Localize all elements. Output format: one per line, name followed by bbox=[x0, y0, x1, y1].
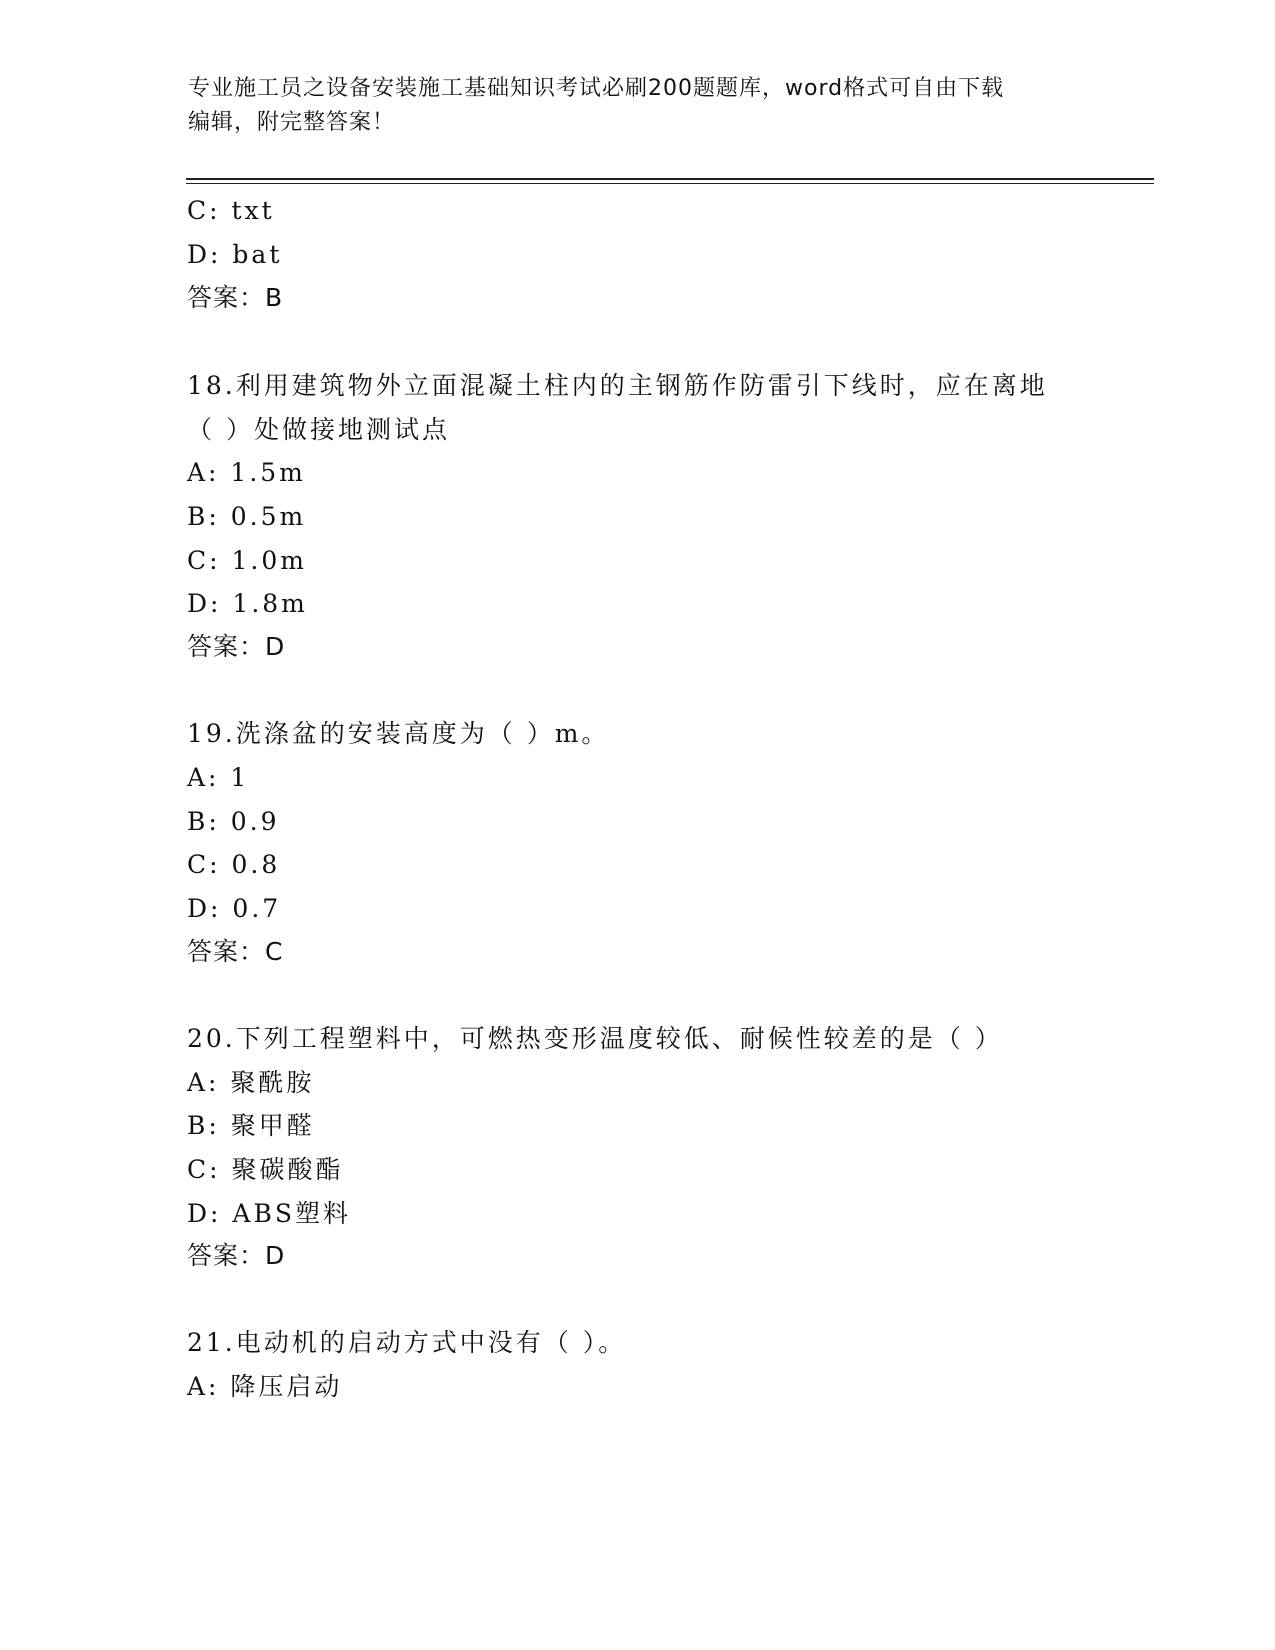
header-rule-thick bbox=[186, 178, 1154, 180]
option-c: C: txt bbox=[187, 196, 275, 225]
question-stem-continued: （ ）处做接地测试点 bbox=[187, 415, 450, 444]
answer-text: 答案：D bbox=[187, 1241, 286, 1270]
option-c: C: 0.8 bbox=[187, 850, 281, 879]
answer-text: 答案：B bbox=[187, 283, 284, 312]
question-stem: 20.下列工程塑料中，可燃热变形温度较低、耐候性较差的是（ ） bbox=[187, 1024, 1003, 1053]
document-header bbox=[188, 72, 1088, 140]
option-d: D: ABS塑料 bbox=[187, 1199, 351, 1228]
option-a: A: 降压启动 bbox=[187, 1372, 343, 1401]
option-b: B: 0.9 bbox=[187, 807, 280, 836]
option-d: D: bat bbox=[187, 240, 283, 269]
question-stem: 19.洗涤盆的安装高度为（ ）m。 bbox=[187, 719, 610, 748]
option-c: C: 1.0m bbox=[187, 546, 307, 575]
option-a: A: 1 bbox=[187, 763, 250, 792]
option-a: A: 1.5m bbox=[187, 458, 306, 487]
header-line-2: 编辑，附完整答案！ bbox=[188, 110, 396, 135]
header-line-1: 专业施工员之设备安装施工基础知识考试必刷200题题库，word格式可自由下载 bbox=[188, 76, 1005, 101]
header-rule-thin bbox=[186, 183, 1154, 184]
answer-text: 答案：C bbox=[187, 937, 284, 966]
option-b: B: 聚甲醛 bbox=[187, 1111, 315, 1140]
option-d: D: 0.7 bbox=[187, 894, 282, 923]
option-d: D: 1.8m bbox=[187, 589, 308, 618]
option-a: A: 聚酰胺 bbox=[187, 1068, 315, 1097]
option-b: B: 0.5m bbox=[187, 502, 307, 531]
option-c: C: 聚碳酸酯 bbox=[187, 1155, 344, 1184]
answer-text: 答案：D bbox=[187, 632, 286, 661]
question-stem: 21.电动机的启动方式中没有（ ）。 bbox=[187, 1328, 627, 1357]
question-stem: 18.利用建筑物外立面混凝土柱内的主钢筋作防雷引下线时，应在离地 bbox=[187, 371, 1048, 400]
